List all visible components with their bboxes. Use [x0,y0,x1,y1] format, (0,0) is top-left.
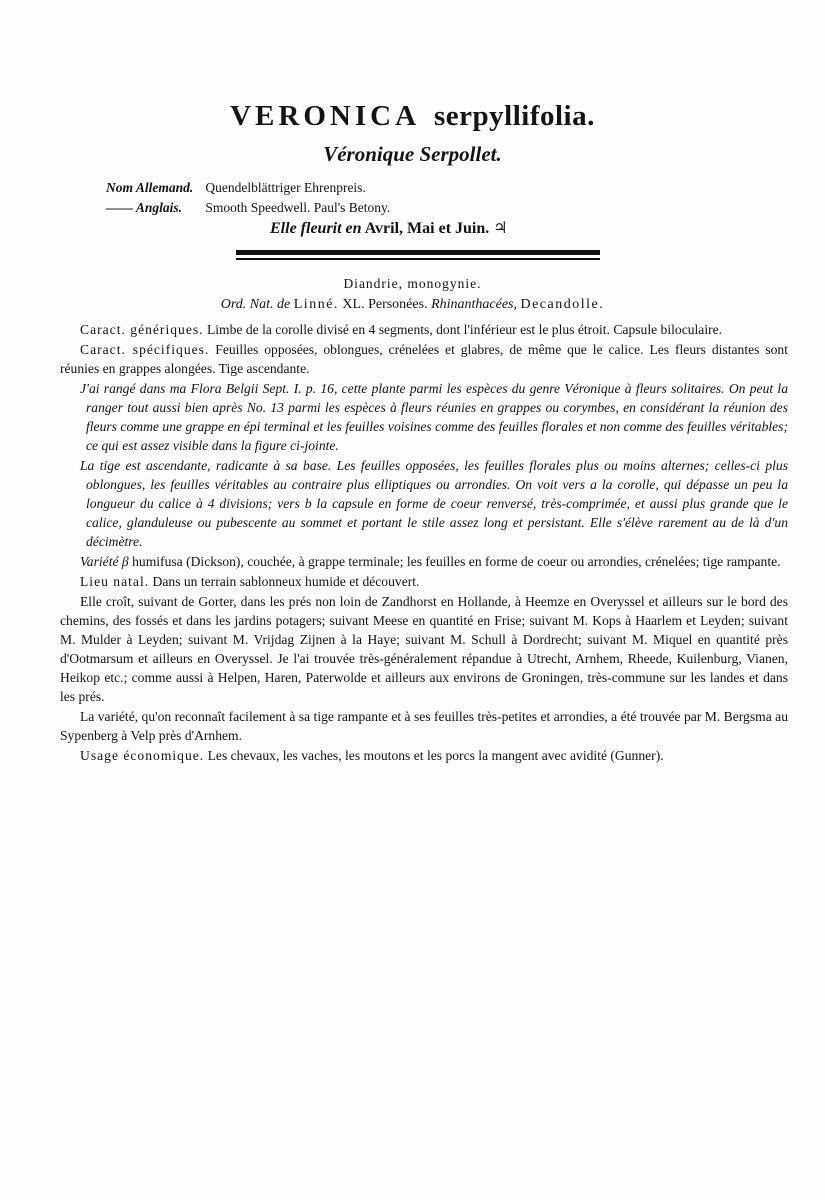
linnaean-class: Diandrie, monogynie. [343,276,482,291]
locations-paragraph: Elle croît, suivant de Gorter, dans les prés non loin de Zandhorst en Hollande, à Heemze en Overyssel et ailleurs sur le bord des chemins, des fossés et dans les jardins potagers; suivant Meese en quantité en Frise; suivant M. Kops à Haarlem et Leyden; suivant M. Mulder à Leyden; suivant M. Vrijdag Zijnen à la Haye; suivant M. Schull à Dordrecht; suivant M. Miquel en quantité près d'Ootmarsum et ailleurs en Overyssel. Je l'ai trouvée très-généralement répandue à Utrecht, Arnhem, Rheede, Kuilenburg, Vianen, Heikop etc.; comme aussi à Helpen, Haren, Paterwolde et ailleurs aux environs de Groningen, très-commune sur les landes et dans les prés. [60,594,788,704]
usage-heading: Usage économique. [80,748,205,763]
habitat-paragraph [60,572,788,591]
habitat-heading: Lieu natal. [80,574,150,589]
flowering-months: Avril, Mai et Juin. [364,220,490,237]
order-author2: Decandolle. [520,297,605,312]
variety-text: humifusa (Dickson), couchée, à grappe terminale; les feuilles en forme de coeur ou arrondies, crénelées; tige rampante. [132,554,781,569]
generic-characters [60,320,788,339]
generic-text: Limbe de la corolle divisé en 4 segments, dont l'inférieur est le plus étroit. Capsule biloculaire. [206,322,723,337]
double-rule-thick [236,250,600,255]
note-classification: J'ai rangé dans ma Flora Belgii Sept. I. p. 16, cette plante parmi les espèces du genre Véronique à fleurs solitaires. On peut la ranger tout aussi bien après No. 13 parmi les espèces à fleurs réunies en grappes ou corymbes, en considérant la réunion des fleurs comme une grappe en épi terminal et les feuilles voisines comme des feuilles florales et non comme des feuilles véritables; ce qui est assez visible dans la figure ci-jointe. [80,381,788,453]
natural-order [0,297,825,313]
order-rest: XL. Personées. [342,297,428,312]
german-name-row [106,178,390,198]
flowering-lead: Elle fleurit en [270,220,362,237]
description-body [60,320,788,766]
variety-label: Variété β [80,554,129,569]
variety-locations-paragraph: La variété, qu'on reconnaît facilement à sa tige rampante et à ses feuilles très-petites et arrondies, a été trouvée par M. Bergsma au Sypenberg à Velp près d'Arnhem. [60,709,788,743]
specific-text: Feuilles opposées, oblongues, crénelées et glabres, de même que le calice. Les fleurs distantes sont réunies en grappes alongées. Tige ascendante. [60,342,788,376]
english-name-row [106,198,390,218]
english-label: —— Anglais. [106,200,183,215]
habitat-text: Dans un terrain sablonneux humide et découvert. [152,574,420,589]
double-rule-thin [236,258,600,260]
specific-characters [60,340,788,378]
german-label: Nom Allemand. [106,180,194,195]
usage-text: Les chevaux, les vaches, les moutons et les porcs la mangent avec avidité (Gunner). [207,748,664,763]
order-lead: Ord. Nat. de [220,297,291,312]
german-value: Quendelblättriger Ehrenpreis. [205,180,366,195]
french-name: Véronique Serpollet. [323,142,502,166]
order-author: Linné. [293,297,339,312]
page-title [0,100,825,133]
title-genus: VERONICA [230,100,421,132]
specific-heading: Caract. spécifiques. [80,342,210,357]
generic-heading: Caract. génériques. [80,322,204,337]
perennial-symbol: ♃ [493,220,508,237]
english-value: Smooth Speedwell. Paul's Betony. [205,200,391,215]
usage-paragraph [60,746,788,765]
common-names [106,178,390,218]
flowering-line [270,218,508,238]
note-morphology: La tige est ascendante, radicante à sa base. Les feuilles opposées, les feuilles florales plus ou moins alternes; celles-ci plus oblongues, les feuilles véritables au contraire plus elliptiques ou arrondies. On voit vers a la corolle, qui dépasse un peu la longueur du calice à 4 divisions; vers b la capsule en forme de coeur renversé, très-comprimée, et aussi plus grande que le calice, glanduleuse ou pubescente au sommet et portant le stile assez long et persistant. Elle s'élève rarement au de là d'un décimètre. [80,458,788,549]
order-family: Rhinanthacées, [431,297,517,312]
variety-paragraph [60,552,788,571]
title-species: serpyllifolia. [434,100,595,132]
